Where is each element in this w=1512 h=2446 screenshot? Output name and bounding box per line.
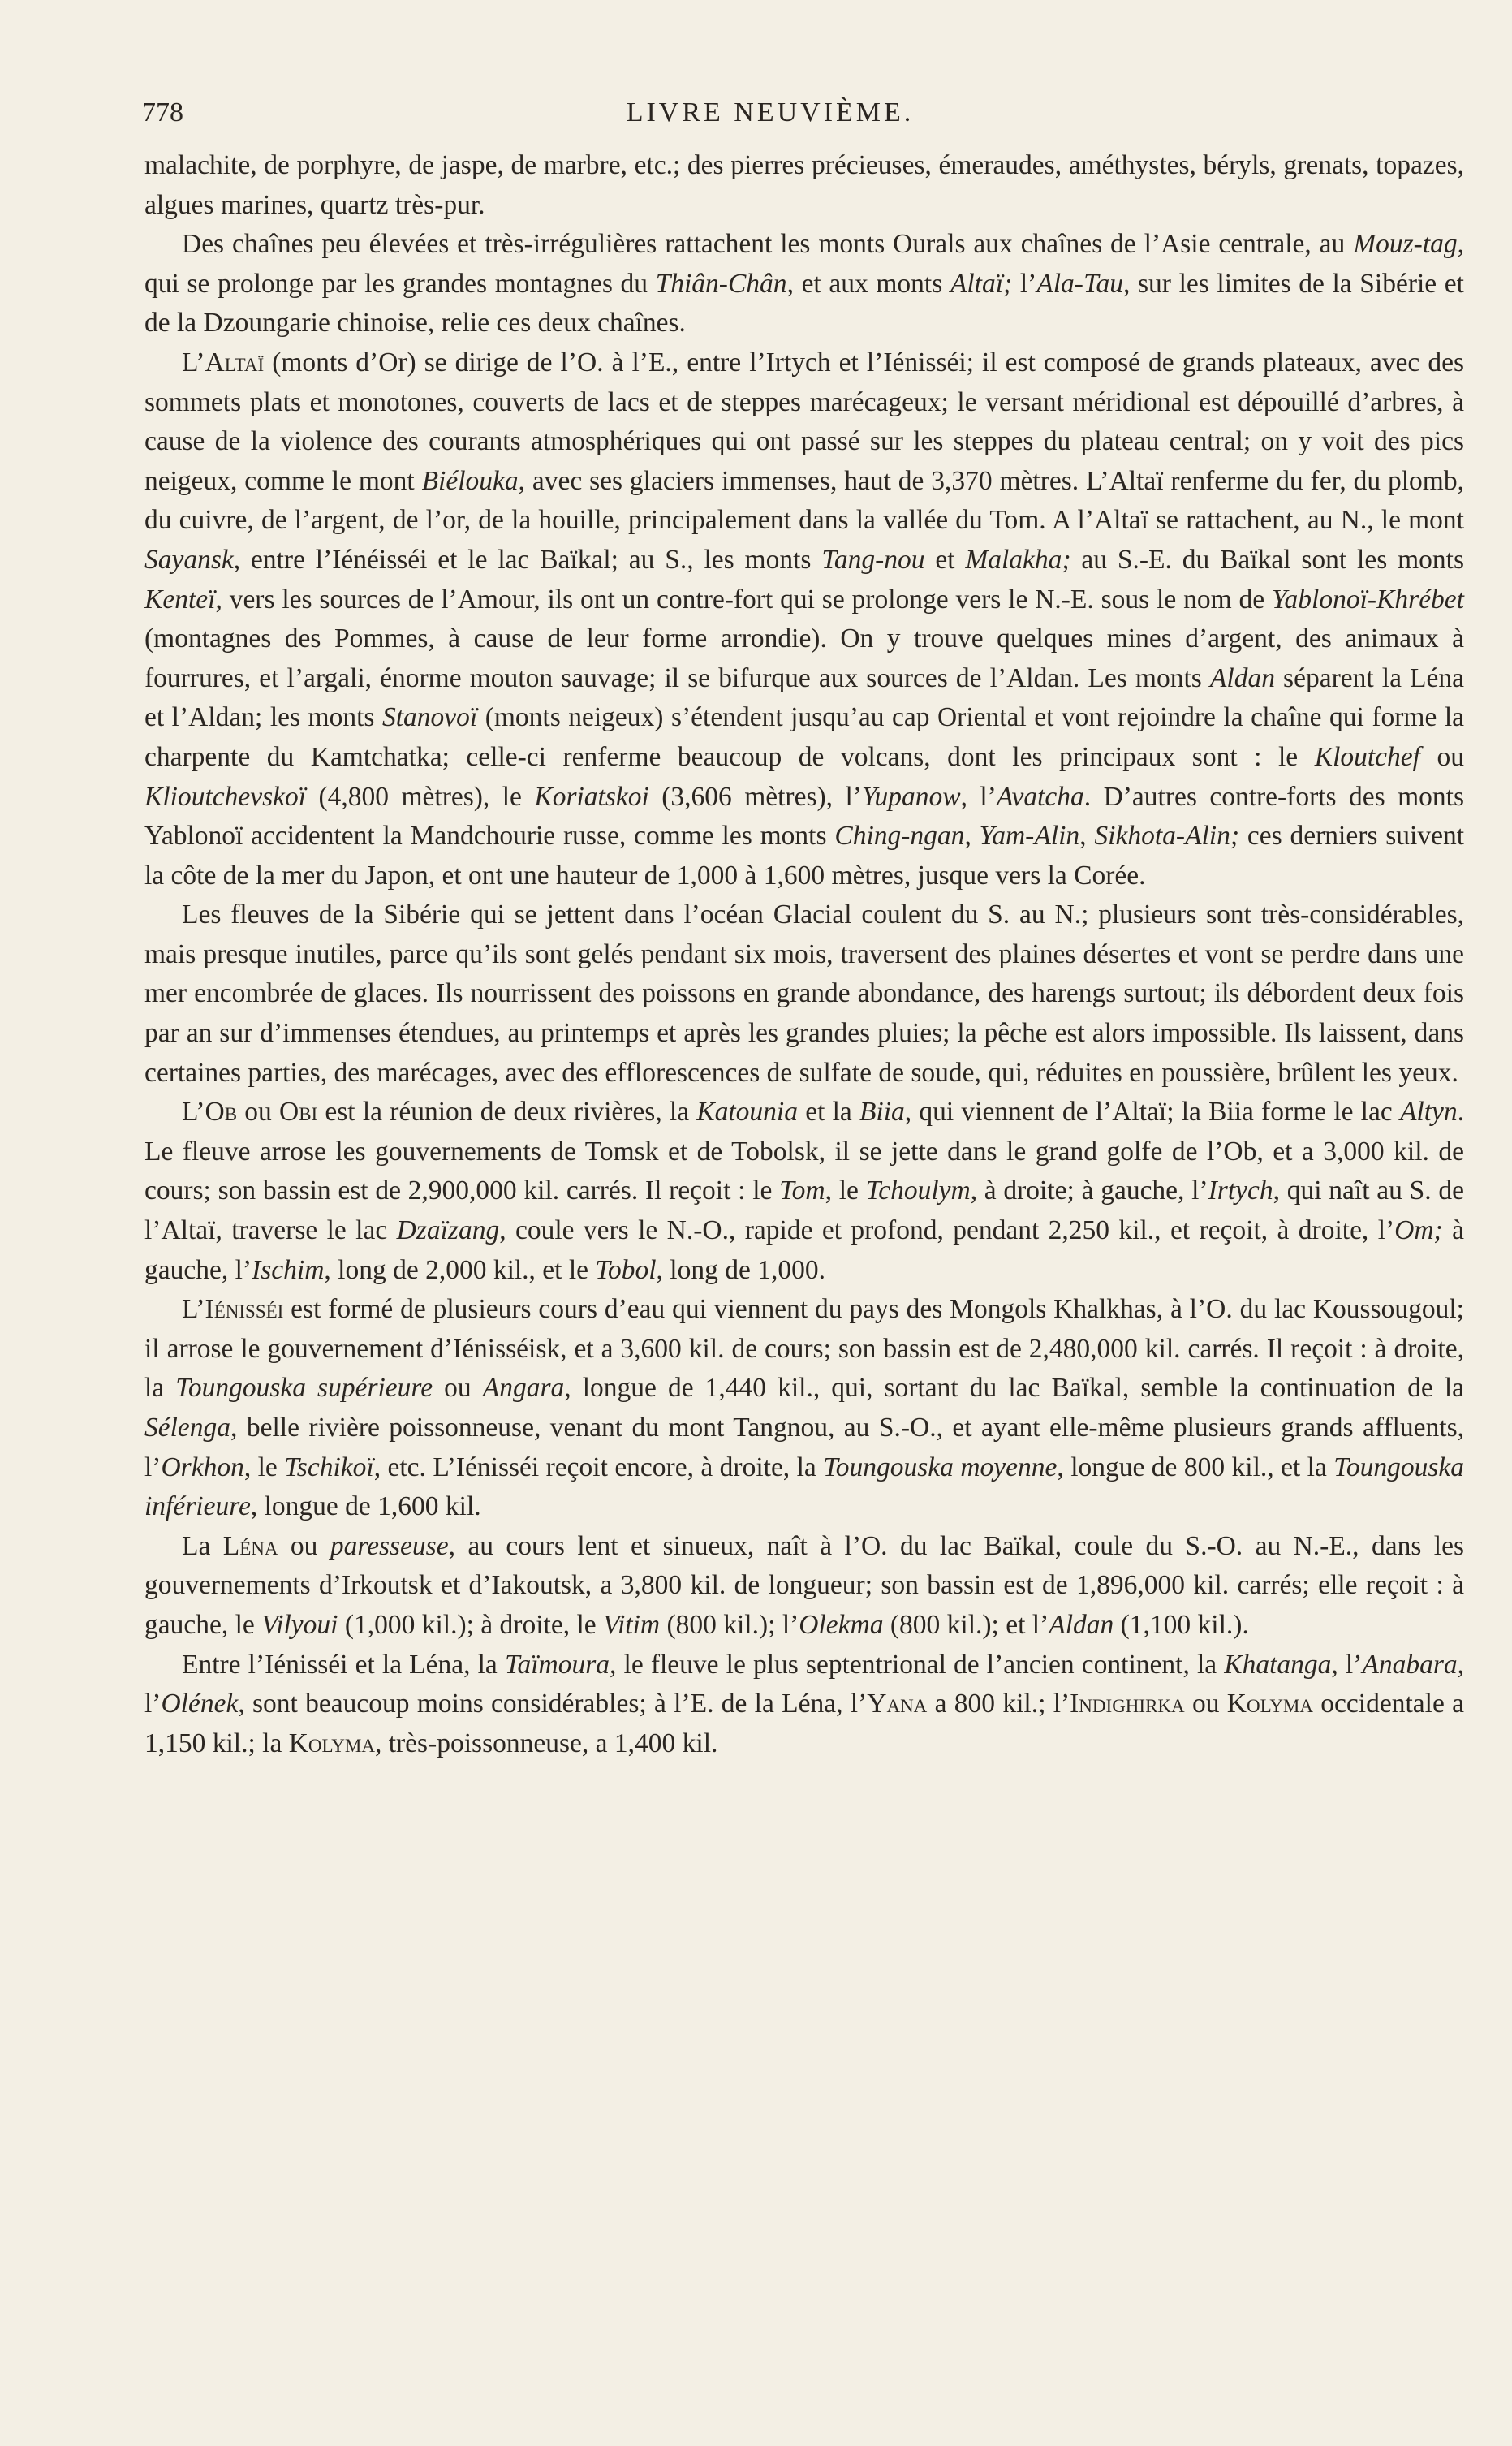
- text-run: , entre l’Iénéisséi et le lac Baïkal; au S., les monts: [233, 544, 822, 575]
- text-run: et la: [798, 1097, 859, 1128]
- italic-term: Tobol: [595, 1254, 657, 1285]
- text-run: séparent la Léna et l’Aldan; les monts: [144, 662, 1465, 733]
- italic-term: Katounia: [696, 1097, 798, 1128]
- italic-term: Sélenga: [144, 1413, 231, 1443]
- text-run: (monts neigeux) s’étendent jusqu’au cap Oriental et vont rejoindre la chaîne qui forme la charpente du Kamtchatka; celle-ci renferme beaucoup de volcans, dont les principaux sont : le: [144, 702, 1464, 772]
- italic-term: Aldan: [1209, 662, 1275, 693]
- paragraph: [144, 1093, 1464, 1290]
- text-run: , long de 1,000.: [656, 1254, 825, 1285]
- italic-term: Klioutchevskoï: [144, 781, 307, 812]
- text-run: , etc. L’Iénisséi reçoit encore, à droite, la: [373, 1452, 824, 1482]
- smallcaps-term: Iénisséi: [205, 1294, 284, 1325]
- italic-term: Taïmoura: [504, 1649, 610, 1680]
- body-text: [144, 146, 1464, 1763]
- paragraph: [144, 1290, 1464, 1527]
- paragraph: [144, 895, 1464, 1093]
- italic-term: Tschikoï: [284, 1452, 374, 1482]
- text-run: ou: [278, 1530, 330, 1561]
- italic-term: Sikhota-Alin;: [1094, 821, 1240, 852]
- italic-term: Vitim: [603, 1609, 661, 1640]
- text-run: occidentale a 1,150 kil.; la: [144, 1689, 1465, 1758]
- italic-term: Malakha;: [965, 544, 1071, 575]
- text-run: ,: [964, 821, 980, 852]
- text-run: (4,800 mètres), le: [306, 781, 535, 812]
- text-run: ou: [433, 1373, 483, 1404]
- text-run: malachite, de porphyre, de jaspe, de marbre, etc.; des pierres précieuses, émeraudes, améthystes, béryls, grenats, topazes, algues marines, quartz très-pur.: [144, 150, 1464, 220]
- text-run: (montagnes des Pommes, à cause de leur forme arrondie). On y trouve quelques mines d’argent, des animaux à fourrures, et l’argali, énorme mouton sauvage; il se bifurque aux sources de l’Aldan. Les monts: [144, 623, 1464, 693]
- italic-term: Khatanga: [1224, 1649, 1332, 1680]
- italic-term: Yablonoï-Khrébet: [1271, 584, 1464, 615]
- italic-term: Yam-Alin: [979, 821, 1080, 852]
- italic-term: Altyn: [1399, 1097, 1458, 1128]
- italic-term: Toungouska inférieure: [144, 1452, 1464, 1522]
- italic-term: Om;: [1394, 1215, 1443, 1246]
- smallcaps-term: Léna: [222, 1530, 278, 1561]
- smallcaps-term: Altaï: [205, 347, 265, 377]
- smallcaps-term: Kolyma: [288, 1728, 375, 1758]
- running-header: [142, 91, 1463, 132]
- text-run: , le: [243, 1452, 285, 1482]
- text-run: est la réunion de deux rivières, la: [317, 1097, 697, 1128]
- italic-term: Stanovoï: [381, 702, 478, 733]
- text-run: , vers les sources de l’Amour, ils ont un contre-fort qui se prolonge vers le N.-E. sous le nom de: [215, 584, 1272, 615]
- text-run: l’: [1012, 268, 1037, 299]
- italic-term: Ching-ngan: [834, 821, 965, 852]
- paragraph: [144, 1527, 1464, 1646]
- italic-term: Kloutchef: [1314, 741, 1420, 772]
- text-run: , long de 2,000 kil., et le: [324, 1254, 596, 1285]
- text-run: à gauche, l’: [144, 1215, 1464, 1285]
- italic-term: paresseuse: [330, 1530, 449, 1561]
- text-run: ou: [1419, 741, 1465, 772]
- text-run: . Le fleuve arrose les gouvernements de Tomsk et de Tobolsk, il se jette dans le grand golfe de l’Ob, et a 3,000 kil. de cours; son bassin est de 2,900,000 kil. carrés. Il reçoit : le: [144, 1097, 1465, 1206]
- text-run: (3,606 mètres), l’: [648, 781, 862, 812]
- italic-term: Mouz-tag: [1353, 229, 1458, 260]
- paragraph: [144, 225, 1464, 343]
- text-run: , qui se prolonge par les grandes montagnes du: [144, 229, 1464, 299]
- paragraph: [144, 343, 1464, 895]
- text-run: , coule vers le N.-O., rapide et profond, pendant 2,250 kil., et reçoit, à droite, l’: [499, 1215, 1395, 1246]
- running-title: LIVRE NEUVIÈME.: [626, 97, 915, 127]
- text-run: , sur les limites de la Sibérie et de la Dzoungarie chinoise, relie ces deux chaînes.: [144, 268, 1464, 339]
- italic-term: Thiân-Chân: [655, 268, 787, 299]
- text-run: ou: [1184, 1689, 1227, 1719]
- text-run: , et aux monts: [786, 268, 950, 299]
- italic-term: Olének: [161, 1689, 239, 1719]
- italic-term: Biia: [859, 1097, 905, 1128]
- smallcaps-term: Kolyma: [1226, 1689, 1313, 1719]
- text-run: , sont beaucoup moins considérables; à l’E. de la Léna, l’: [238, 1689, 868, 1719]
- text-run: Entre l’Iénisséi et la Léna, la: [182, 1649, 505, 1680]
- text-run: ,: [1079, 821, 1095, 852]
- smallcaps-term: Obi: [279, 1097, 318, 1128]
- italic-term: Kenteï: [144, 584, 216, 615]
- text-run: , au cours lent et sinueux, naît à l’O. du lac Baïkal, coule du S.-O. au N.-E., dans les gouvernements d’Irkoutsk et d’Iakoutsk, a 3,800 kil. de longueur; son bassin est de 1,896,000 kil. carrés; elle reçoit : à gauche, le: [144, 1530, 1464, 1640]
- italic-term: Dzaïzang: [396, 1215, 500, 1246]
- italic-term: Irtych: [1208, 1176, 1273, 1206]
- italic-term: Tom: [779, 1176, 825, 1206]
- italic-term: Toungouska moyenne: [823, 1452, 1058, 1482]
- text-run: L’: [182, 1294, 205, 1325]
- text-run: L’: [182, 347, 205, 377]
- text-run: (monts d’Or) se dirige de l’O. à l’E., entre l’Irtych et l’Iénisséi; il est composé de grands plateaux, avec des sommets plats et monotones, couverts de lacs et de steppes marécageux; le versant méridional est dépouillé d’arbres, à cause de la violence des courants atmosphériques qui ont passé sur les steppes du plateau central; on y voit des pics neigeux, comme le mont: [144, 347, 1464, 496]
- italic-term: Olekma: [799, 1609, 884, 1640]
- text-run: L’: [182, 1097, 205, 1128]
- text-run: , qui naît au S. de l’Altaï, traverse le lac: [144, 1176, 1464, 1246]
- text-run: , longue de 1,440 kil., qui, sortant du lac Baïkal, semble la continuation de la: [564, 1373, 1465, 1404]
- text-run: La: [182, 1530, 223, 1561]
- text-run: est formé de plusieurs cours d’eau qui viennent du pays des Mongols Khalkhas, à l’O. du lac Koussougoul; il arrose le gouvernement d’Iénisséisk, et a 3,600 kil. de cours; son bassin est de 2,480,000 kil. carrés. Il reçoit : à droite, la: [144, 1294, 1464, 1404]
- text-run: (1,100 kil.).: [1114, 1609, 1249, 1640]
- text-run: , l’: [144, 1649, 1465, 1719]
- text-run: (800 kil.); l’: [660, 1609, 799, 1640]
- italic-term: Sayansk: [144, 544, 234, 575]
- italic-term: Biélouka: [421, 465, 519, 496]
- italic-term: Anabara: [1362, 1649, 1458, 1680]
- italic-term: Koriatskoi: [534, 781, 649, 812]
- italic-term: Ischim: [252, 1254, 325, 1285]
- text-run: (800 kil.); et l’: [883, 1609, 1049, 1640]
- italic-term: Tang-nou: [821, 544, 925, 575]
- smallcaps-term: Ob: [205, 1097, 238, 1128]
- paragraph: [144, 146, 1464, 225]
- text-run: , belle rivière poissonneuse, venant du mont Tangnou, au S.-O., et ayant elle-même plusieurs grands affluents, l’: [144, 1413, 1464, 1482]
- text-run: et: [924, 544, 966, 575]
- text-run: , le: [825, 1176, 866, 1206]
- text-run: (1,000 kil.); à droite, le: [338, 1609, 603, 1640]
- italic-term: Yupanow: [861, 781, 961, 812]
- text-run: ces derniers suivent la côte de la mer du Japon, et ont une hauteur de 1,000 à 1,600 mètres, jusque vers la Corée.: [144, 821, 1465, 891]
- italic-term: Vilyoui: [261, 1609, 338, 1640]
- smallcaps-term: Yana: [867, 1689, 928, 1719]
- text-run: a 800 kil.; l’: [927, 1689, 1070, 1719]
- text-run: , longue de 800 kil., et la: [1057, 1452, 1334, 1482]
- text-run: Les fleuves de la Sibérie qui se jettent dans l’océan Glacial coulent du S. au N.; plusieurs sont très-considérables, mais presque inutiles, parce qu’ils sont gelés pendant six mois, traversent des plaines désertes et vont se perdre dans une mer encombrée de glaces. Ils nourrissent des poissons en grande abondance, des harengs surtout; ils débordent deux fois par an sur d’immenses étendues, au printemps et après les grandes pluies; la pêche est alors impossible. Ils laissent, dans certaines parties, des marécages, avec des efflorescences de sulfate de soude, qui, réduites en poussière, brûlent les yeux.: [144, 899, 1464, 1088]
- text-run: , à droite; à gauche, l’: [970, 1176, 1208, 1206]
- text-run: Des chaînes peu élevées et très-irrégulières rattachent les monts Ourals aux chaînes de l’Asie centrale, au: [182, 229, 1354, 260]
- italic-term: Toungouska supérieure: [175, 1373, 433, 1404]
- text-run: , très-poissonneuse, a 1,400 kil.: [374, 1728, 718, 1758]
- text-run: , qui viennent de l’Altaï; la Biia forme le lac: [904, 1097, 1400, 1128]
- italic-term: Ala-Tau: [1036, 268, 1124, 299]
- text-run: au S.-E. du Baïkal sont les monts: [1070, 544, 1464, 575]
- text-run: , longue de 1,600 kil.: [250, 1491, 481, 1522]
- text-run: . D’autres contre-forts des monts Yablonoï accidentent la Mandchourie russe, comme les monts: [144, 781, 1464, 852]
- italic-term: Orkhon: [161, 1452, 244, 1482]
- text-run: ou: [237, 1097, 279, 1128]
- italic-term: Altaï;: [950, 268, 1013, 299]
- smallcaps-term: Indighirka: [1070, 1689, 1185, 1719]
- italic-term: Tchoulym: [865, 1176, 971, 1206]
- paragraph: [144, 1646, 1464, 1764]
- italic-term: Angara: [482, 1373, 565, 1404]
- text-run: , avec ses glaciers immenses, haut de 3,370 mètres. L’Altaï renferme du fer, du plomb, du cuivre, de l’argent, de l’or, de la houille, principalement dans la vallée du Tom. A l’Altaï se rattachent, au N., le mont: [144, 465, 1464, 536]
- text-run: , l’: [960, 781, 997, 812]
- italic-term: Aldan: [1049, 1609, 1114, 1640]
- italic-term: Avatcha: [996, 781, 1084, 812]
- text-run: , l’: [1331, 1649, 1363, 1680]
- text-run: , le fleuve le plus septentrional de l’ancien continent, la: [610, 1649, 1225, 1680]
- page-number: 778: [142, 97, 183, 127]
